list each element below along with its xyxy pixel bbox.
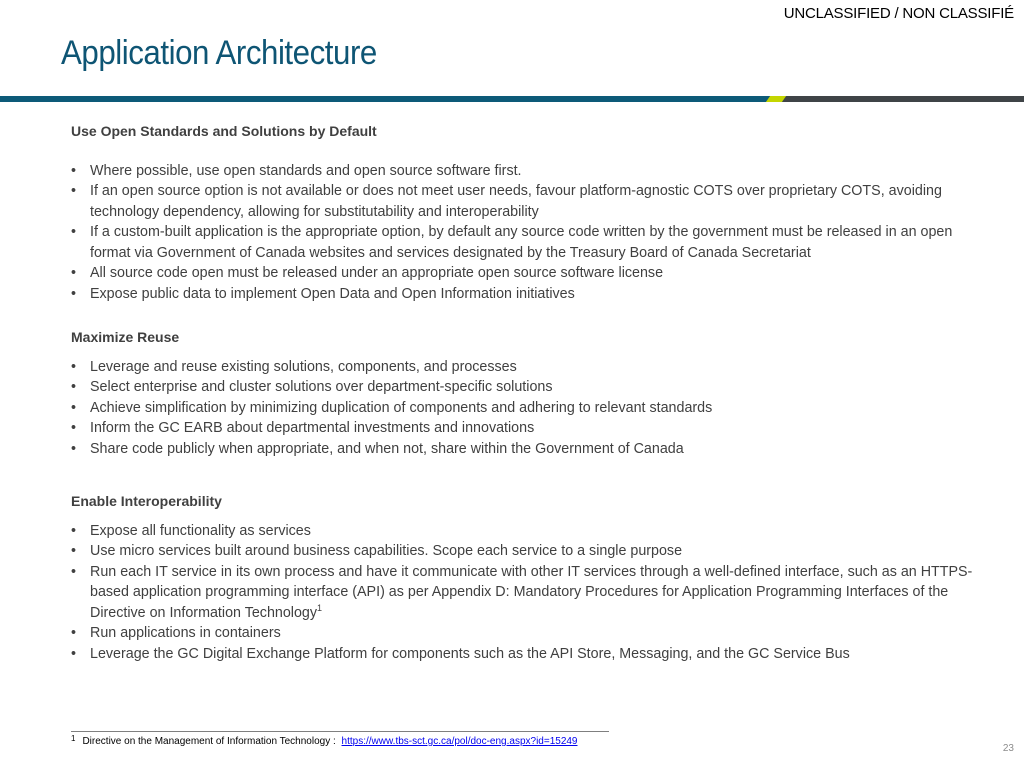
bullet-item: • Share code publicly when appropriate, and when not, share within the Government of Canada [71, 439, 991, 460]
section-interoperability [71, 491, 991, 664]
section-heading: Enable Interoperability [71, 493, 222, 509]
footnote-reference: 1 [317, 602, 323, 613]
bullet-item: • Expose public data to implement Open Data and Open Information initiatives [71, 284, 991, 305]
bullet-item: • Achieve simplification by minimizing duplication of components and adhering to relevant standards [71, 398, 991, 419]
footnote-link[interactable]: https://www.tbs-sct.gc.ca/pol/doc-eng.aspx?id=15249 [341, 736, 578, 747]
bullet-list [71, 357, 991, 460]
bullet-item: • Expose all functionality as services [71, 521, 991, 542]
footnote-separator [71, 731, 609, 732]
footnote-number: 1 [71, 734, 76, 743]
bullet-list [71, 161, 991, 305]
header-divider [0, 96, 1024, 102]
bullet-item: • All source code open must be released under an appropriate open source software license [71, 263, 991, 284]
section-heading: Maximize Reuse [71, 329, 180, 345]
section-heading: Use Open Standards and Solutions by Default [71, 123, 377, 139]
section-maximize-reuse [71, 327, 991, 459]
divider-blue-segment [0, 96, 771, 102]
classification-label: UNCLASSIFIED / NON CLASSIFIÉ [783, 5, 1014, 22]
bullet-item: • Use micro services built around business capabilities. Scope each service to a single purpose [71, 541, 991, 562]
bullet-item: • Select enterprise and cluster solutions over department-specific solutions [71, 377, 991, 398]
bullet-item: • If a custom-built application is the appropriate option, by default any source code written by the government must be released in an open format via Government of Canada websites and services designated by the Treasury Board of Canada Secretariat [71, 222, 991, 263]
bullet-item [71, 562, 991, 624]
page-number: 23 [1002, 743, 1014, 754]
bullet-item: • Run applications in containers [71, 623, 991, 644]
footnote-text: Directive on the Management of Information Technology : [82, 736, 336, 747]
page-title: Application Architecture [61, 34, 377, 72]
footnote [71, 734, 578, 747]
bullet-item: • Where possible, use open standards and open source software first. [71, 161, 991, 182]
bullet-item: • Leverage the GC Digital Exchange Platform for components such as the API Store, Messaging, and the GC Service Bus [71, 644, 991, 665]
bullet-item: • Leverage and reuse existing solutions, components, and processes [71, 357, 991, 378]
bullet-text: Run each IT service in its own process and have it communicate with other IT services through a well-defined interface, such as an HTTPS-based application programming interface (API) as per Appendix D: Mandatory Procedures for Application Programming Interfaces of the Directive on Information Technology [90, 563, 973, 621]
bullet-list [71, 521, 991, 665]
slide-body [71, 121, 991, 664]
divider-gray-segment [782, 96, 1024, 102]
bullet-item: • Inform the GC EARB about departmental investments and innovations [71, 418, 991, 439]
section-open-standards [71, 121, 991, 304]
bullet-item: • If an open source option is not available or does not meet user needs, favour platform-agnostic COTS over proprietary COTS, avoiding technology dependency, allowing for substitutability and interoperability [71, 181, 991, 222]
